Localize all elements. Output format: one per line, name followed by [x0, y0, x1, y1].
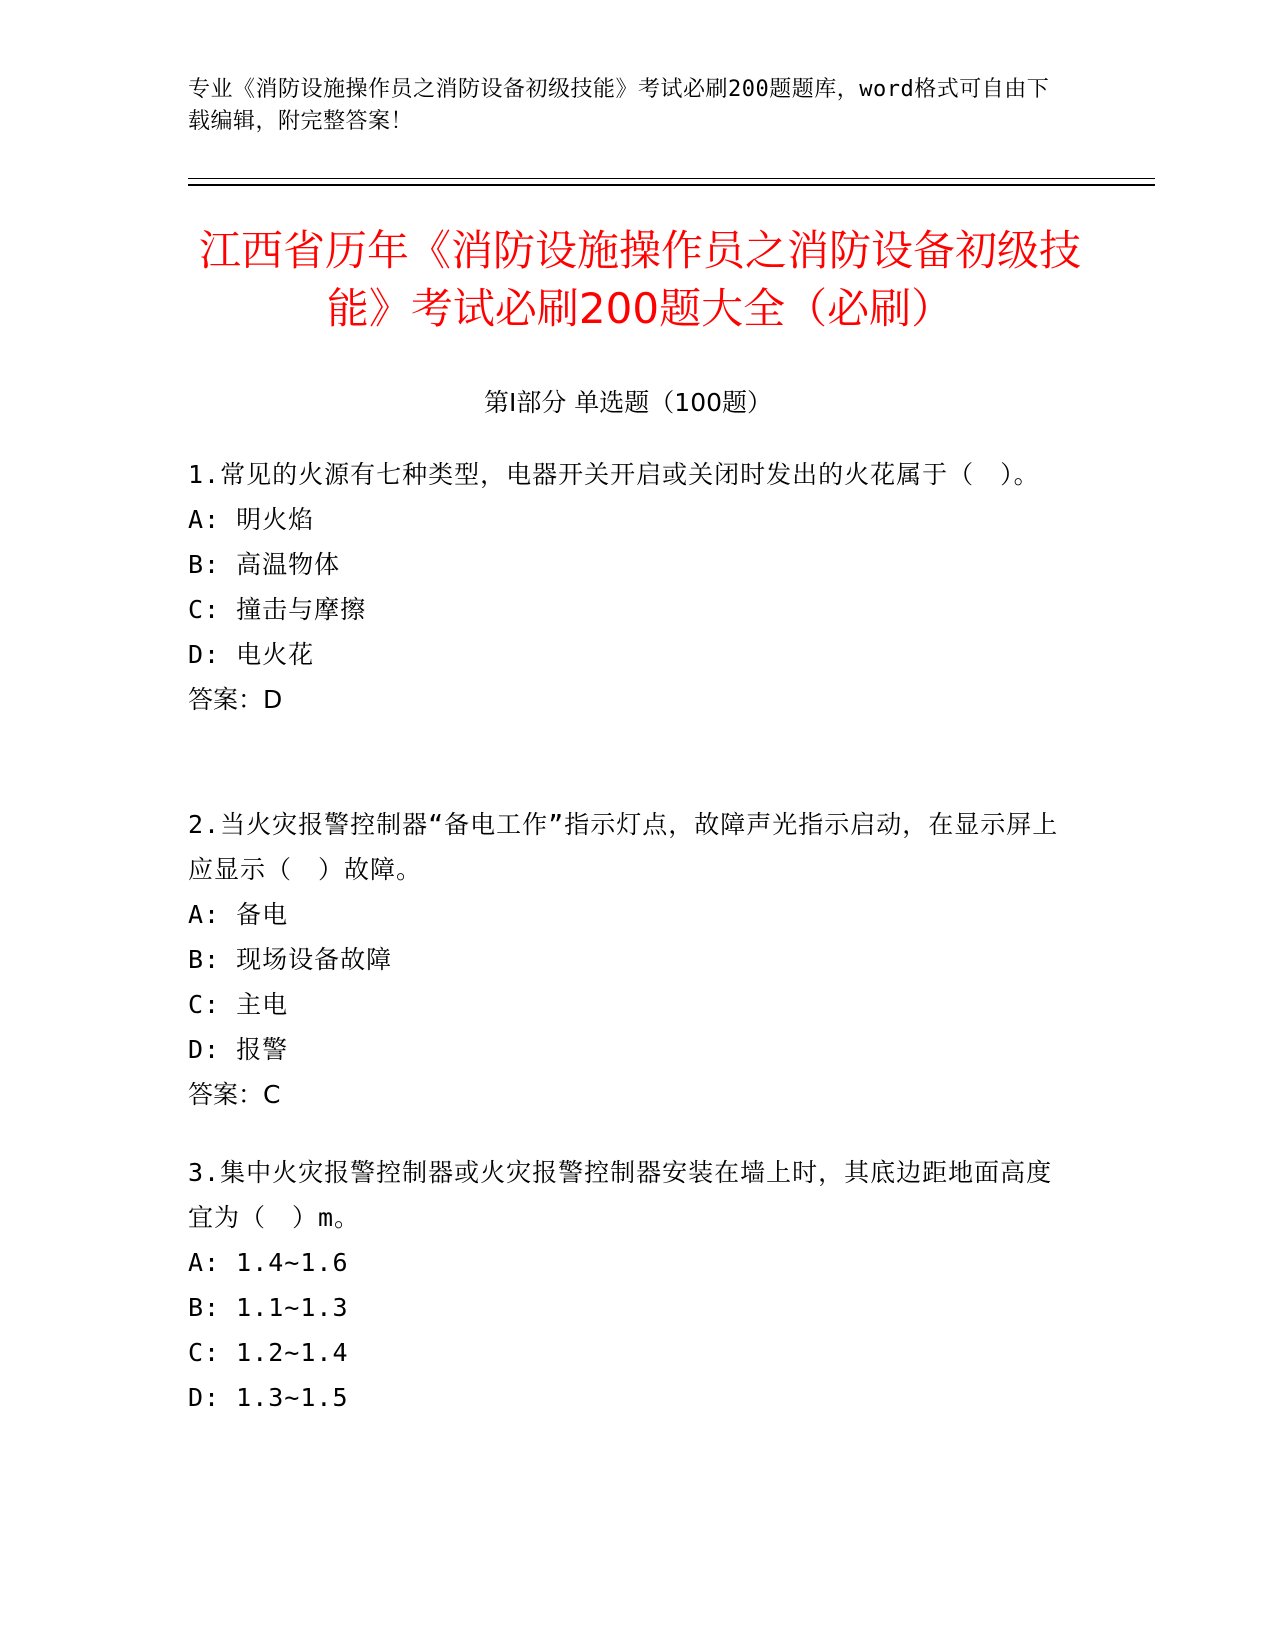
answer-line: 答案：D: [188, 685, 283, 714]
question-1: [188, 452, 1068, 722]
option-a: A: 备电: [188, 900, 289, 929]
option-b: B: 1.1~1.3: [188, 1293, 349, 1322]
option-a: A: 明火焰: [188, 505, 315, 534]
option-c: C: 主电: [188, 990, 289, 1019]
header-divider-thin: [188, 178, 1155, 179]
answer-line: 答案：C: [188, 1080, 281, 1109]
option-d: D: 报警: [188, 1035, 289, 1064]
question-text: 2.当火灾报警控制器“备电工作”指示灯点，故障声光指示启动，在显示屏上应显示（ ）故障。: [188, 810, 1059, 884]
header-note: 专业《消防设施操作员之消防设备初级技能》考试必刷200题题库，word格式可自由下载编辑，附完整答案！: [188, 77, 1050, 134]
document-title: 江西省历年《消防设施操作员之消防设备初级技能》考试必刷200题大全（必刷）: [198, 226, 1081, 333]
question-3: [188, 1150, 1068, 1420]
option-d: D: 1.3~1.5: [188, 1383, 349, 1412]
option-c: C: 1.2~1.4: [188, 1338, 349, 1367]
question-text: 1.常见的火源有七种类型，电器开关开启或关闭时发出的火花属于（ ）。: [188, 460, 1040, 489]
option-d: D: 电火花: [188, 640, 315, 669]
option-a: A: 1.4~1.6: [188, 1248, 349, 1277]
option-b: B: 现场设备故障: [188, 945, 393, 974]
option-b: B: 高温物体: [188, 550, 341, 579]
question-2: [188, 802, 1068, 1117]
header-divider-thick: [188, 184, 1155, 186]
question-text: 3.集中火灾报警控制器或火灾报警控制器安装在墙上时，其底边距地面高度宜为（ ）m。: [188, 1158, 1053, 1232]
option-c: C: 撞击与摩擦: [188, 595, 367, 624]
section-heading: 第Ⅰ部分 单选题（100题）: [483, 388, 773, 417]
